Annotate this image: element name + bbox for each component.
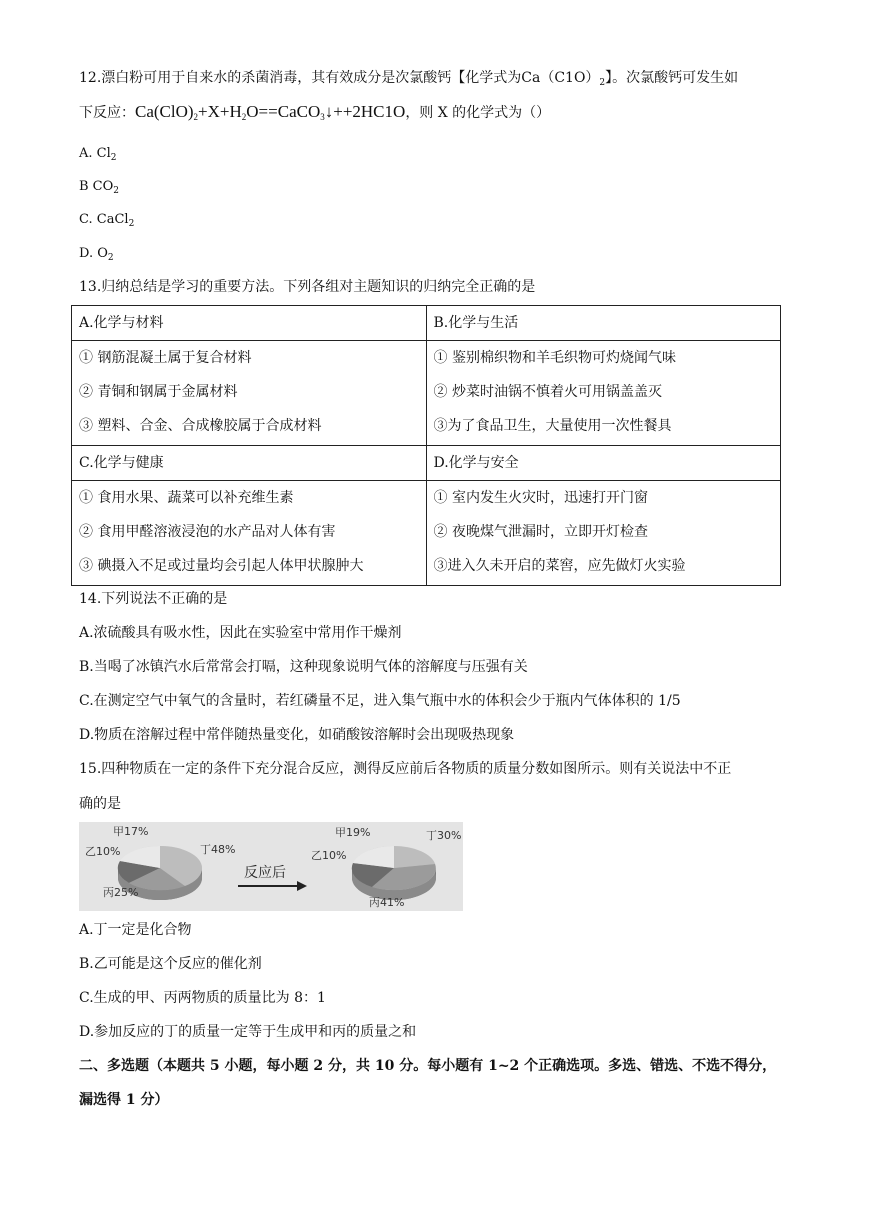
q13-d-item-1: ① 室内发生火灾时，迅速打开门窗 [433, 490, 648, 506]
section2-heading-line1: 二、多选题（本题共 5 小题，每小题 2 分，共 10 分。每小题有 1~2 个正确选项。多选、错选、不选不得分， [79, 1058, 777, 1074]
q13-d-item-2: ② 夜晚煤气泄漏时，立即开灯检查 [433, 524, 648, 540]
section2-heading-line2: 漏选得 1 分） [79, 1092, 169, 1108]
q13-cell-b-items [426, 341, 781, 446]
pie-after [352, 846, 436, 900]
arrow-right-icon [297, 881, 307, 891]
q15-pie-svg [79, 822, 463, 911]
pie-after-label-yi: 乙10% [311, 849, 347, 862]
q15-pie-figure [79, 822, 463, 911]
pie-after-label-ding: 丁30% [426, 829, 462, 842]
pie-after-label-jia: 甲19% [335, 826, 371, 839]
q13-b-item-3: ③为了食品卫生，大量使用一次性餐具 [433, 418, 672, 434]
q12-option-a: A. $Cl_2$ [79, 146, 117, 163]
q12-option-d: D. $O_2$ [79, 246, 114, 263]
q13-cell-b-title: B.化学与生活 [426, 306, 781, 341]
q12-stem-line2: 下反应：$Ca(ClO)_2+X+H_2O==CaCO_3↓++2HC1O$，则 X 的化学式为（） [79, 102, 551, 122]
q14-option-a: A.浓硫酸具有吸水性，因此在实验室中常用作干燥剂 [79, 625, 402, 641]
pie-before-label-yi: 乙10% [85, 845, 121, 858]
q13-c-item-3: ③ 碘摄入不足或过量均会引起人体甲状腺肿大 [79, 558, 364, 574]
q15-option-d: D.参加反应的丁的质量一定等于生成甲和丙的质量之和 [79, 1024, 417, 1040]
q15-stem-line2: 确的是 [79, 796, 121, 812]
q15-option-c: C.生成的甲、丙两物质的质量比为 8：1 [79, 990, 326, 1006]
q12-stem-line1: 12.漂白粉可用于自来水的杀菌消毒，其有效成分是次氯酸钙【化学式为$Ca(C1O)_2$】。次氯酸钙可发生如 [79, 70, 739, 88]
pie-before-label-bing: 丙25% [103, 886, 139, 899]
pie-arrow-label: 反应后 [244, 865, 286, 881]
q13-a-item-2: ② 青铜和钢属于金属材料 [79, 384, 238, 400]
q13-cell-d-items [426, 481, 781, 586]
q15-stem-line1: 15.四种物质在一定的条件下充分混合反应，测得反应前后各物质的质量分数如图所示。则有关说法中不正 [79, 761, 732, 777]
q13-knowledge-table [71, 305, 781, 586]
q14-option-d: D.物质在溶解过程中常伴随热量变化，如硝酸铵溶解时会出现吸热现象 [79, 727, 515, 743]
q13-cell-a-title: A.化学与材料 [72, 306, 427, 341]
q13-stem: 13.归纳总结是学习的重要方法。下列各组对主题知识的归纳完全正确的是 [79, 279, 536, 295]
pie-before-label-jia: 甲17% [113, 825, 149, 838]
q13-c-item-1: ① 食用水果、蔬菜可以补充维生素 [79, 490, 294, 506]
q14-option-c: C.在测定空气中氧气的含量时，若红磷量不足，进入集气瓶中水的体积会少于瓶内气体体积的 1/5 [79, 693, 681, 709]
q13-cell-d-title: D.化学与安全 [426, 446, 781, 481]
q13-cell-a-items [72, 341, 427, 446]
q12-option-c: C. CaCl$_2$ [79, 212, 135, 229]
pie-before-label-ding: 丁48% [200, 843, 236, 856]
q13-d-item-3: ③进入久未开启的菜窖，应先做灯火实验 [433, 558, 686, 574]
q12-option-b: B $CO_2$ [79, 179, 120, 196]
q13-a-item-1: ① 钢筋混凝土属于复合材料 [79, 350, 252, 366]
q13-cell-c-title: C.化学与健康 [72, 446, 427, 481]
q13-cell-c-items [72, 481, 427, 586]
q13-b-item-2: ② 炒菜时油锅不慎着火可用锅盖盖灭 [433, 384, 662, 400]
q15-option-a: A.丁一定是化合物 [79, 922, 192, 938]
q15-option-b: B.乙可能是这个反应的催化剂 [79, 956, 262, 972]
q12-equation: $Ca(ClO)_2+X+H_2O==CaCO_3↓++2HC1O$ [135, 102, 406, 122]
q13-a-item-3: ③ 塑料、合金、合成橡胶属于合成材料 [79, 418, 322, 434]
q14-stem: 14.下列说法不正确的是 [79, 591, 228, 607]
pie-after-label-bing: 丙41% [369, 896, 405, 909]
q13-b-item-1: ① 鉴别棉织物和羊毛织物可灼烧闻气味 [433, 350, 676, 366]
q14-option-b: B.当喝了冰镇汽水后常常会打嗝，这种现象说明气体的溶解度与压强有关 [79, 659, 528, 675]
q13-c-item-2: ② 食用甲醛溶液浸泡的水产品对人体有害 [79, 524, 336, 540]
